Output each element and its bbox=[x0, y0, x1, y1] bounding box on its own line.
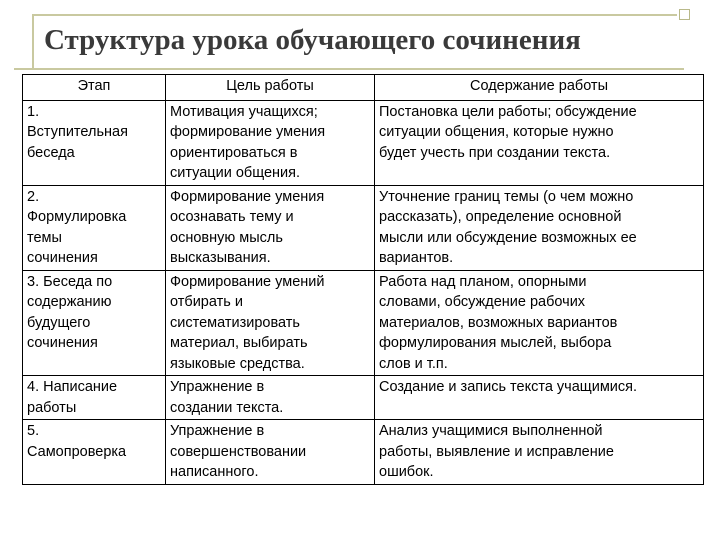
table-row bbox=[23, 185, 704, 270]
cell-content bbox=[375, 420, 704, 485]
cell-line: языковые средства. bbox=[170, 355, 305, 372]
cell-content bbox=[375, 376, 704, 420]
cell-line: работы, выявление и исправление bbox=[379, 443, 614, 460]
cell-goal bbox=[166, 270, 375, 376]
cell-line: 3. Беседа по bbox=[27, 273, 113, 290]
cell-line: высказывания. bbox=[170, 250, 271, 266]
cell-line: Создание и запись текста учащимися. bbox=[379, 379, 638, 395]
table-row bbox=[23, 270, 704, 376]
cell-line: отбирать и bbox=[170, 294, 243, 310]
cell-content bbox=[375, 185, 704, 270]
cell-line: совершенствовании bbox=[170, 443, 307, 460]
cell-line: рассказать), определение основной bbox=[379, 209, 622, 225]
cell-line: Анализ учащимися выполненной bbox=[379, 423, 603, 439]
cell-goal bbox=[166, 376, 375, 420]
cell-stage bbox=[23, 270, 166, 376]
decorative-title-underline bbox=[14, 68, 684, 70]
header-content: Содержание работы bbox=[375, 75, 704, 101]
cell-line: Упражнение в bbox=[170, 423, 265, 439]
cell-line: Вступительная bbox=[27, 124, 128, 140]
cell-line: написанного. bbox=[170, 464, 259, 480]
cell-line: ориентироваться в bbox=[170, 144, 298, 161]
cell-line: словами, обсуждение рабочих bbox=[379, 294, 586, 310]
decorative-top-rule bbox=[32, 14, 677, 16]
cell-line: Формулировка bbox=[27, 209, 127, 225]
cell-line: основную мысль bbox=[170, 229, 283, 246]
header-goal: Цель работы bbox=[166, 75, 375, 101]
decorative-square-bullet bbox=[679, 9, 690, 20]
cell-line: Постановка цели работы; обсуждение bbox=[379, 103, 637, 120]
cell-line: ошибок. bbox=[379, 464, 434, 480]
header-stage: Этап bbox=[23, 75, 166, 101]
cell-line: Формирование умения bbox=[170, 188, 325, 205]
cell-goal bbox=[166, 420, 375, 485]
table-row bbox=[23, 376, 704, 420]
cell-line: работы bbox=[27, 399, 77, 416]
cell-line: 2. bbox=[27, 188, 40, 205]
cell-line: будущего bbox=[27, 314, 91, 331]
cell-goal bbox=[166, 185, 375, 270]
cell-content bbox=[375, 270, 704, 376]
cell-stage bbox=[23, 376, 166, 420]
cell-line: материал, выбирать bbox=[170, 335, 308, 351]
cell-line: формирование умения bbox=[170, 124, 326, 140]
cell-line: слов и т.п. bbox=[379, 355, 448, 372]
cell-stage bbox=[23, 420, 166, 485]
cell-line: вариантов. bbox=[379, 250, 454, 266]
cell-line: Самопроверка bbox=[27, 443, 127, 460]
cell-line: 5. bbox=[27, 423, 40, 439]
cell-stage bbox=[23, 185, 166, 270]
cell-line: мысли или обсуждение возможных ее bbox=[379, 229, 637, 246]
cell-line: сочинения bbox=[27, 250, 98, 266]
cell-line: осознавать тему и bbox=[170, 209, 294, 225]
cell-line: сочинения bbox=[27, 335, 98, 351]
cell-line: ситуации общения. bbox=[170, 165, 301, 181]
table-body bbox=[23, 100, 704, 484]
table-header-row bbox=[23, 75, 704, 101]
cell-stage bbox=[23, 100, 166, 185]
cell-line: Формирование умений bbox=[170, 273, 325, 290]
cell-line: Мотивация учащихся; bbox=[170, 103, 318, 120]
decorative-left-rule bbox=[32, 14, 34, 70]
lesson-structure-table bbox=[22, 74, 704, 485]
cell-line: 4. Написание bbox=[27, 379, 118, 395]
cell-line: темы bbox=[27, 229, 62, 246]
cell-line: содержанию bbox=[27, 294, 112, 310]
cell-line: Работа над планом, опорными bbox=[379, 273, 587, 290]
cell-line: Упражнение в bbox=[170, 379, 265, 395]
cell-line: формулирования мыслей, выбора bbox=[379, 335, 612, 351]
cell-line: беседа bbox=[27, 144, 75, 161]
cell-line: ситуации общения, которые нужно bbox=[379, 124, 614, 140]
cell-line: создании текста. bbox=[170, 399, 284, 416]
table-row bbox=[23, 100, 704, 185]
cell-line: материалов, возможных вариантов bbox=[379, 314, 618, 331]
cell-goal bbox=[166, 100, 375, 185]
page-title: Структура урока обучающего сочинения bbox=[44, 24, 581, 56]
table-row bbox=[23, 420, 704, 485]
cell-line: 1. bbox=[27, 103, 40, 120]
cell-line: Уточнение границ темы (о чем можно bbox=[379, 188, 634, 205]
cell-content bbox=[375, 100, 704, 185]
cell-line: систематизировать bbox=[170, 314, 300, 331]
cell-line: будет учесть при создании текста. bbox=[379, 144, 611, 161]
